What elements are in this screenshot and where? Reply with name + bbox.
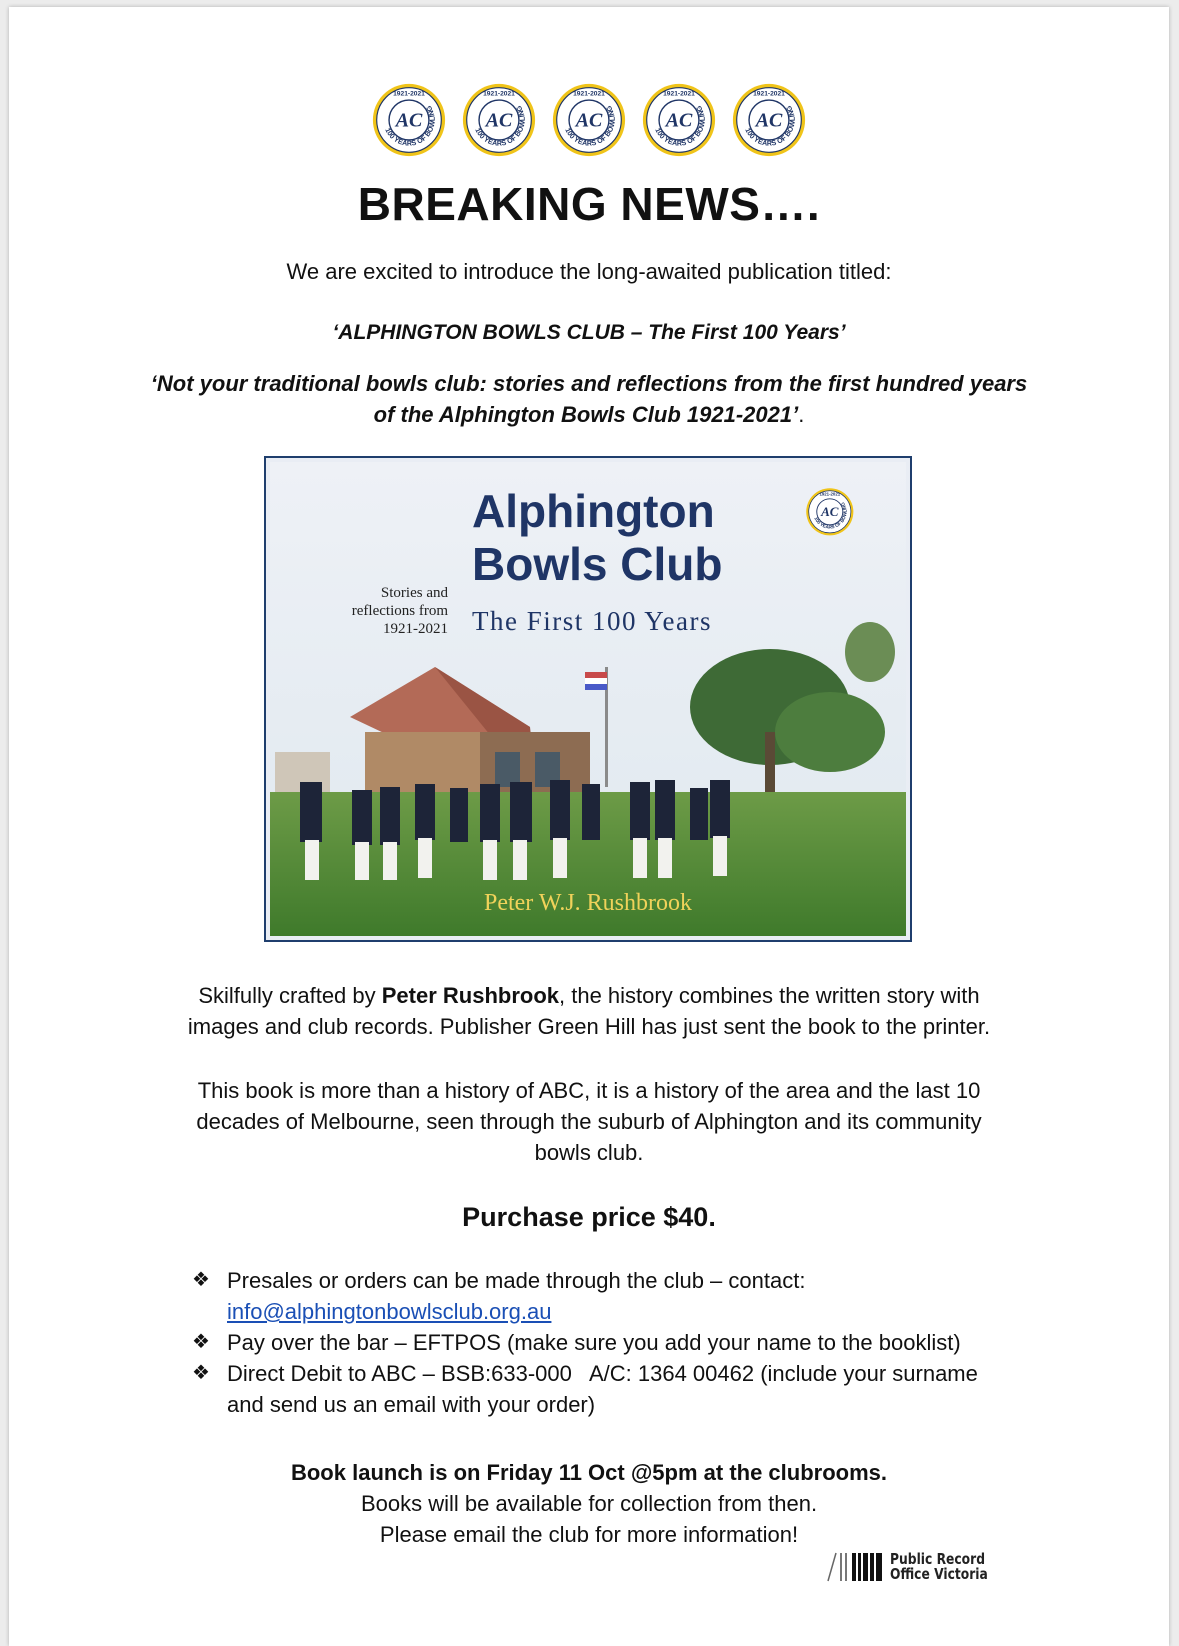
book-subtitle <box>9 368 1169 430</box>
cover-title-line-1: Alphington <box>472 485 715 537</box>
p2-line-3: bowls club. <box>534 1140 644 1165</box>
cover-side-line-3: 1921-2021 <box>383 621 448 637</box>
anniversary-badge <box>371 82 447 158</box>
p2-line-2: decades of Melbourne, seen through the suburb of Alphington and its community <box>196 1109 982 1134</box>
p1-pre: Skilfully crafted by <box>198 983 382 1008</box>
provenance-logo <box>826 1551 1009 1583</box>
prov-barcode-icon <box>826 1551 884 1583</box>
description-paragraph <box>9 980 1169 1042</box>
cover-badge-icon <box>806 488 853 535</box>
bullet-diamond-icon: ❖ <box>192 1362 210 1384</box>
book-title: ‘ALPHINGTON BOWLS CLUB – The First 100 Years’ <box>332 321 846 344</box>
headline: BREAKING NEWS…. <box>357 178 821 230</box>
p1-author: Peter Rushbrook <box>381 983 560 1008</box>
anniversary-badge <box>731 82 807 158</box>
history-paragraph <box>9 1075 1169 1168</box>
bullet-2-text: Pay over the bar – EFTPOS (make sure you add your name to the booklist) <box>227 1330 961 1355</box>
anniversary-badge <box>461 82 537 158</box>
prov-line-2: Office Victoria <box>889 1565 988 1583</box>
cover-side-line-1: Stories and <box>380 585 448 601</box>
p1-line-2: images and club records. Publisher Green Hill has just sent the book to the printer. <box>187 1014 991 1039</box>
bullet-diamond-icon: ❖ <box>192 1331 210 1353</box>
p2-line-1: This book is more than a history of ABC, it is a history of the area and the last 10 <box>197 1078 981 1103</box>
cover-author: Peter W.J. Rushbrook <box>483 890 693 916</box>
anniversary-badge <box>551 82 627 158</box>
badge-row <box>9 82 1169 158</box>
list-item <box>184 1358 1064 1420</box>
launch-line-1: Book launch is on Friday 11 Oct @5pm at the clubrooms. <box>290 1460 888 1485</box>
list-item <box>184 1265 1064 1327</box>
bullet-3-line-2: and send us an email with your order) <box>227 1392 596 1417</box>
email-link[interactable]: info@alphingtonbowlsclub.org.au <box>227 1299 552 1324</box>
book-cover-image <box>264 456 912 942</box>
cover-title-line-2: Bowls Club <box>472 538 723 590</box>
order-options-list <box>184 1265 1064 1420</box>
launch-info <box>9 1457 1169 1550</box>
subtitle-line-2: of the Alphington Bowls Club 1921-2021’ <box>373 402 799 427</box>
flyer-page <box>9 7 1169 1646</box>
bullet-diamond-icon: ❖ <box>192 1269 210 1291</box>
anniversary-badge <box>641 82 717 158</box>
purchase-price: Purchase price $40. <box>462 1202 716 1232</box>
subtitle-line-1: ‘Not your traditional bowls club: stories and reflections from the first hundred years <box>150 371 1028 396</box>
subtitle-tail: . <box>798 402 805 427</box>
intro-text: We are excited to introduce the long-awaited publication titled: <box>286 259 892 284</box>
bullet-1-text: Presales or orders can be made through the club – contact: <box>227 1268 806 1293</box>
launch-line-2: Books will be available for collection from then. <box>360 1491 818 1516</box>
bullet-3-line-1: Direct Debit to ABC – BSB:633-000 A/C: 1364 00462 (include your surname <box>227 1361 978 1386</box>
cover-subtitle: The First 100 Years <box>472 606 713 636</box>
list-item <box>184 1327 1064 1358</box>
p1-post: , the history combines the written story with <box>559 983 980 1008</box>
launch-line-3: Please email the club for more information! <box>379 1522 799 1547</box>
prov-line-1: Public Record <box>889 1550 985 1568</box>
cover-side-line-2: reflections from <box>351 603 448 619</box>
